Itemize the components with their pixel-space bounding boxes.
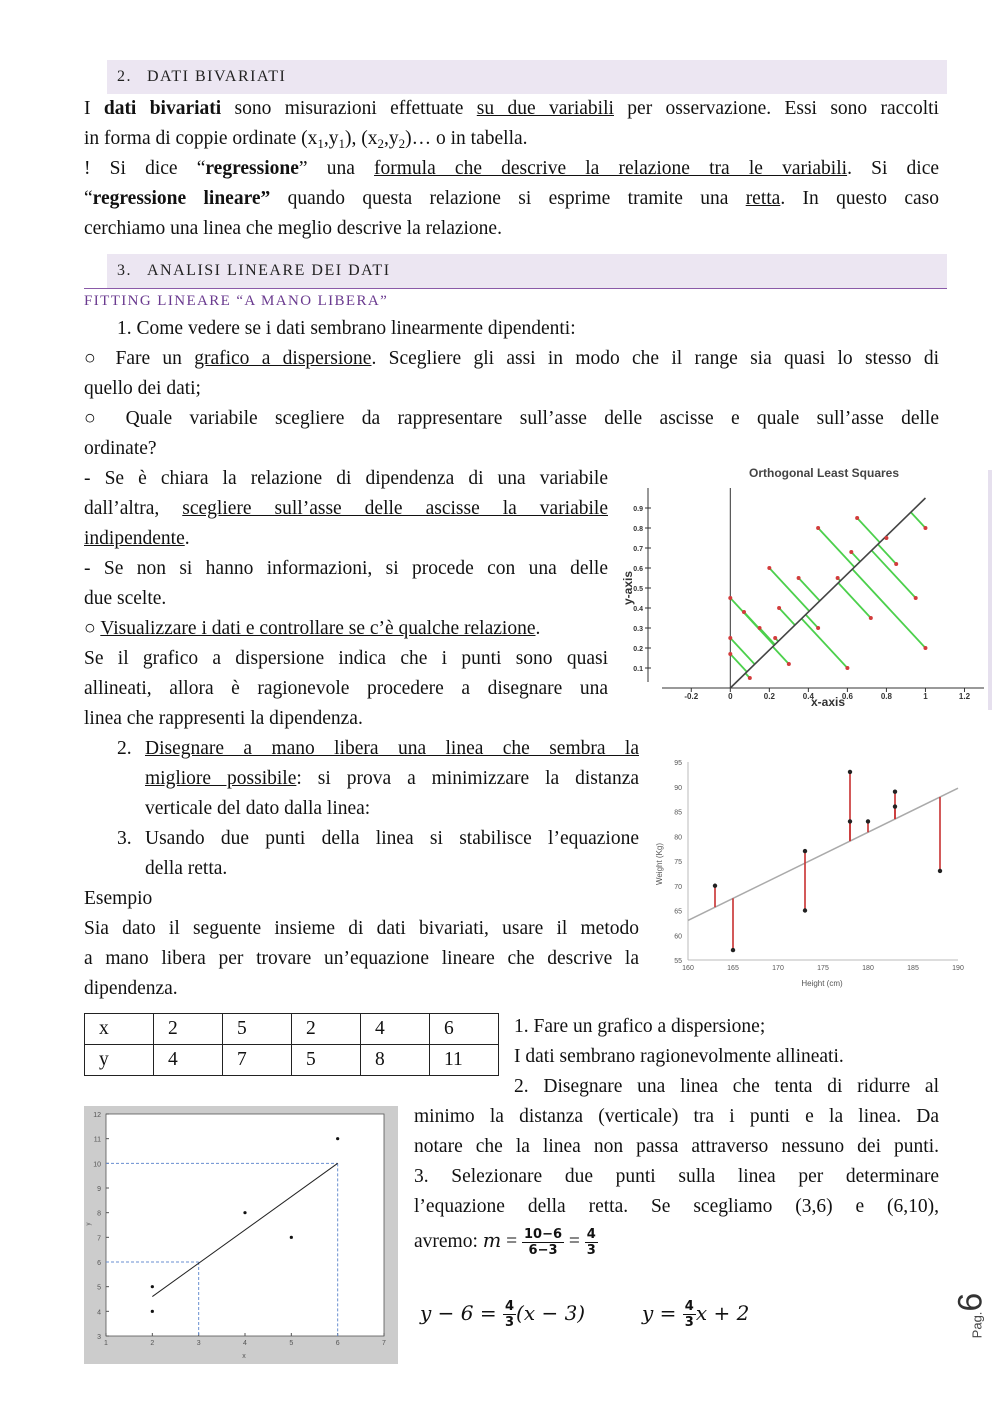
y-tick-label: 0.2: [633, 646, 643, 653]
underlined-text: retta: [745, 188, 781, 209]
list-item-3-line2: della retta.: [145, 858, 228, 879]
text: ○ Fare un: [84, 348, 195, 369]
chart-example-scatter: [84, 1106, 398, 1364]
fit-line: [688, 788, 958, 920]
dash-dependency-line3: [84, 524, 190, 554]
data-point: [797, 576, 801, 580]
y-axis-label: y: [86, 1222, 92, 1226]
data-point: [748, 676, 752, 680]
y-axis-label: y-axis: [621, 570, 635, 606]
example-heading: Esempio: [84, 888, 153, 909]
text: x + 2: [695, 1301, 750, 1325]
section-number: 2.: [117, 68, 132, 85]
text: ○: [84, 618, 101, 639]
section-3-header: [107, 254, 947, 288]
data-point: [923, 646, 927, 650]
data-point: [848, 770, 852, 774]
y-tick-label: 4: [97, 1309, 101, 1317]
data-point: [869, 616, 873, 620]
x-tick-label: 0.2: [763, 692, 775, 701]
y-tick-label: 0.9: [633, 506, 643, 513]
subscript: 2: [398, 136, 406, 151]
text: avremo:: [414, 1231, 478, 1252]
residual-segment: [769, 568, 809, 611]
page-number-value: 6: [951, 1292, 990, 1312]
bullet-visualize-line2: Se il grafico a dispersione indica che i punti sono quasi: [84, 648, 608, 669]
y-axis-label: Weight (Kg): [655, 842, 664, 886]
list-item-3-number: 3.: [117, 828, 132, 849]
table-cell: 11: [430, 1045, 499, 1076]
bold-term: regressione lineare”: [92, 188, 271, 209]
table-cell: 2: [292, 1014, 361, 1045]
residual-segment: [779, 608, 795, 625]
data-point: [849, 550, 853, 554]
fraction: [683, 1299, 696, 1330]
underlined-text: su due variabili: [476, 98, 614, 119]
numerator: 4: [586, 1227, 596, 1243]
text: dall’altra,: [84, 498, 183, 519]
underlined-text: migliore possibile: [145, 768, 297, 789]
numerator: 4: [504, 1299, 515, 1314]
list-item-2-number: 2.: [117, 738, 132, 759]
y-tick-label: 70: [674, 883, 682, 891]
denominator: 3: [684, 1315, 694, 1330]
text: (x − 3): [516, 1301, 586, 1325]
step-3-slope-formula: avremo: m = $\frac{10-6}{6-3}$ = $\frac{4}{3}$: [414, 1227, 596, 1259]
bullet-visualize-line1: [84, 614, 540, 644]
equation-slope-intercept: [642, 1298, 749, 1330]
y-tick-label: 5: [97, 1284, 101, 1292]
data-point: [894, 562, 898, 566]
data-point: [893, 790, 897, 794]
y-tick-label: 9: [97, 1186, 101, 1193]
equation-point-slope: [420, 1298, 585, 1330]
data-point: [866, 819, 870, 823]
bold-term: regressione: [205, 158, 299, 179]
text: . Scegliere gli assi in modo che il range sia quasi lo stesso di: [371, 348, 939, 369]
data-point: [923, 526, 927, 530]
page-number: [951, 1293, 990, 1339]
x-axis-label: x-axis: [810, 695, 846, 709]
step-3-line1: 3. Selezionare due punti sulla linea per determinare: [414, 1166, 939, 1187]
x-tick-label: 0.6: [841, 692, 853, 701]
x-tick-label: 3: [196, 1340, 201, 1347]
fit-line: [730, 498, 925, 688]
text: ), (x: [345, 128, 378, 149]
subsection-title: FITTING LINEARE “A MANO LIBERA”: [84, 293, 389, 309]
table-cell: 2: [154, 1014, 223, 1045]
y-tick-label: 11: [93, 1136, 101, 1144]
residual-segment: [730, 638, 754, 664]
bullet-visualize-line4: linea che rappresenti la dipendenza.: [84, 708, 363, 729]
margin-bar: [988, 470, 992, 710]
text: ! Si dice “: [84, 158, 206, 179]
text: ,y: [384, 128, 399, 149]
section-number: 3.: [117, 262, 132, 279]
step-1-line2: I dati sembrano ragionevolmente allineati.: [514, 1046, 844, 1067]
x-axis-label: x: [242, 1353, 246, 1360]
table-row: [85, 1014, 499, 1045]
y-tick-label: 10: [93, 1161, 101, 1169]
x-tick-label: 1: [104, 1340, 108, 1347]
text: in forma di coppie ordinate (x: [84, 128, 318, 149]
y-tick-label: 90: [674, 784, 682, 792]
data-point: [816, 526, 820, 530]
chart-height-weight: [650, 752, 970, 992]
data-point: [728, 636, 732, 640]
math-variable: m: [482, 1229, 502, 1252]
data-point: [773, 636, 777, 640]
text: : si prova a minimizzare la distanza: [296, 768, 639, 789]
chart-orthogonal-least-squares: [618, 460, 988, 710]
x-tick-label: 0.4: [802, 692, 814, 701]
text: . Si dice: [847, 158, 940, 179]
y-tick-label: 65: [674, 908, 682, 916]
bold-term: dati bivariati: [103, 98, 222, 119]
text: per osservazione. Essi sono raccolti: [613, 98, 939, 119]
step-2-line1: 2. Disegnare una linea che tenta di ridurre al: [514, 1076, 939, 1097]
data-point: [855, 516, 859, 520]
x-tick-label: 5: [289, 1340, 294, 1347]
x-tick-label: 165: [727, 965, 739, 972]
y-tick-label: 0.1: [633, 666, 643, 673]
y-tick-label: 7: [97, 1235, 101, 1243]
y-tick-label: 75: [674, 859, 682, 866]
x-tick-label: 4: [243, 1340, 247, 1347]
y-tick-label: 3: [97, 1334, 101, 1341]
text: “: [84, 188, 93, 209]
underlined-text: grafico a dispersione: [194, 348, 372, 369]
data-point: [848, 819, 852, 823]
residual-segment: [872, 550, 916, 598]
data-point: [803, 908, 807, 912]
x-tick-label: -0.2: [684, 692, 699, 701]
y-tick-label: 0.3: [633, 626, 643, 633]
section-title: DATI BIVARIATI: [147, 68, 287, 85]
paragraph-regression-line3: cerchiamo una linea che meglio descrive la relazione.: [84, 218, 502, 239]
page-label: Pag.: [969, 1311, 985, 1339]
plot-area: [106, 1114, 384, 1336]
x-tick-label: 7: [382, 1340, 386, 1347]
residual-segment: [802, 619, 848, 668]
residual-segment: [799, 578, 820, 601]
step-1-line1: 1. Fare un grafico a dispersione;: [514, 1016, 766, 1037]
y-tick-label: 12: [93, 1112, 101, 1119]
data-point: [914, 596, 918, 600]
data-point: [151, 1310, 154, 1313]
text: ” una: [298, 158, 375, 179]
table-cell: y: [85, 1045, 154, 1076]
table-cell: 5: [292, 1045, 361, 1076]
text: . In questo caso: [780, 188, 939, 209]
data-point: [290, 1236, 293, 1239]
example-text-line2: a mano libera per trovare un’equazione lineare che descrive la: [84, 948, 639, 969]
residual-segment: [760, 628, 775, 645]
fraction: [503, 1299, 516, 1330]
table-row: [85, 1045, 499, 1076]
numerator: 10−6: [524, 1227, 563, 1243]
data-point: [742, 610, 746, 614]
chart-title: Orthogonal Least Squares: [748, 466, 900, 480]
section-divider: [84, 288, 947, 289]
paragraph-bivariate-line1: [84, 94, 939, 124]
step-2-line2: minimo la distanza (verticale) tra i punti e la linea. Da: [414, 1106, 939, 1127]
step-2-line3: notare che la linea non passa attraverso nessuno dei punti.: [414, 1136, 939, 1157]
x-tick-label: 180: [862, 965, 874, 972]
data-point: [938, 869, 942, 873]
table-cell: 7: [223, 1045, 292, 1076]
y-tick-label: 95: [674, 760, 682, 767]
y-tick-label: 0.5: [633, 586, 643, 593]
subscript: 2: [377, 136, 385, 151]
y-tick-label: 55: [674, 958, 682, 965]
bullet-scatter-line1: [84, 344, 939, 374]
table-cell: 6: [430, 1014, 499, 1045]
list-item-1: 1. Come vedere se i dati sembrano linearmente dipendenti:: [117, 318, 576, 339]
y-tick-label: 0.8: [633, 526, 643, 533]
data-point: [777, 606, 781, 610]
data-point: [728, 652, 732, 656]
y-tick-label: 0.4: [633, 606, 643, 613]
data-point: [787, 662, 791, 666]
residual-segment: [857, 518, 880, 542]
subscript: 1: [317, 136, 324, 151]
underlined-text: Disegnare a mano libera una linea che sembra la: [145, 738, 639, 759]
x-tick-label: 2: [150, 1340, 155, 1347]
y-tick-label: 8: [97, 1210, 101, 1218]
x-tick-label: 160: [682, 965, 694, 972]
subscript: 1: [338, 136, 346, 151]
underlined-text: Visualizzare i dati e controllare se c’è qualche relazione: [100, 618, 536, 639]
x-tick-label: 6: [335, 1340, 340, 1347]
residual-segment: [852, 569, 925, 648]
fraction: [522, 1227, 564, 1258]
y-tick-label: 60: [674, 933, 682, 941]
data-point: [845, 666, 849, 670]
list-item-2-line3: verticale del dato dalla linea:: [145, 798, 371, 819]
x-tick-label: 175: [817, 965, 829, 972]
data-point: [816, 626, 820, 630]
y-tick-label: 80: [674, 834, 682, 842]
text: y − 6 =: [420, 1301, 497, 1325]
residual-segment: [838, 583, 871, 618]
text: .: [184, 528, 190, 549]
residual-segment: [773, 647, 789, 664]
bullet-axis-line1: ○ Quale variabile scegliere da rappresentare sull’asse delle ascisse e quale sull’asse delle: [84, 408, 939, 429]
dash-noinfo-line1: - Se non si hanno informazioni, si procede con una delle: [84, 558, 608, 579]
numerator: 4: [684, 1299, 694, 1314]
data-point: [151, 1285, 154, 1288]
underlined-text: scegliere sull’asse delle ascisse la variabile: [182, 498, 608, 519]
text: ,y: [323, 128, 339, 149]
underlined-text: formula che descrive la relazione tra le variabili: [374, 158, 848, 179]
table-cell: 5: [223, 1014, 292, 1045]
data-point: [767, 566, 771, 570]
dash-noinfo-line2: due scelte.: [84, 588, 167, 609]
text: I: [84, 98, 104, 119]
underlined-text: indipendente: [84, 528, 185, 549]
example-text-line3: dipendenza.: [84, 978, 178, 999]
section-title: ANALISI LINEARE DEI DATI: [147, 262, 391, 279]
y-tick-label: 0.7: [633, 546, 643, 553]
denominator: 6−3: [528, 1243, 558, 1259]
y-tick-label: 0.6: [633, 566, 643, 573]
data-point: [836, 576, 840, 580]
x-tick-label: 0.8: [880, 692, 892, 701]
x-tick-label: 190: [952, 965, 964, 972]
data-point: [243, 1211, 246, 1214]
list-item-3-line1: Usando due punti della linea si stabilisce l’equazione: [145, 828, 639, 849]
text: sono misurazioni effettuate: [221, 98, 477, 119]
x-tick-label: 170: [772, 965, 784, 972]
y-tick-label: 85: [674, 809, 682, 817]
data-point: [336, 1137, 339, 1140]
residual-segment: [818, 528, 854, 567]
denominator: 3: [504, 1315, 515, 1330]
data-point: [758, 626, 762, 630]
y-tick-label: 6: [97, 1260, 101, 1267]
data-point: [893, 804, 897, 808]
text: )… o in tabella.: [405, 128, 528, 149]
x-axis-label: Height (cm): [801, 979, 843, 988]
dash-dependency-line2: [84, 494, 608, 524]
example-text-line1: Sia dato il seguente insieme di dati bivariati, usare il metodo: [84, 918, 639, 939]
table-cell: 4: [361, 1014, 430, 1045]
data-point: [728, 596, 732, 600]
table-cell: x: [85, 1014, 154, 1045]
step-3-line2: l’equazione della retta. Se scegliamo (3,6) e (6,10),: [414, 1196, 939, 1217]
table-cell: 8: [361, 1045, 430, 1076]
data-point: [803, 849, 807, 853]
dash-dependency-line1: - Se è chiara la relazione di dipendenza di una variabile: [84, 468, 608, 489]
bullet-scatter-line2: quello dei dati;: [84, 378, 201, 399]
bullet-axis-line2: ordinate?: [84, 438, 157, 459]
x-tick-label: 0: [728, 692, 733, 701]
data-point: [713, 884, 717, 888]
data-point: [731, 948, 735, 952]
text: quando questa relazione si esprime tramite una: [270, 188, 746, 209]
residual-segment: [730, 654, 747, 672]
table-cell: 4: [154, 1045, 223, 1076]
bullet-visualize-line3: allineati, allora è ragionevole procedere a disegnare una: [84, 678, 608, 699]
list-item-2-line2: [145, 764, 639, 794]
list-item-2-line1: [145, 734, 639, 764]
x-tick-label: 1.2: [958, 692, 971, 701]
paragraph-bivariate-line2: [84, 124, 939, 155]
section-2-header: [107, 60, 947, 94]
paragraph-regression-line2: [84, 184, 939, 214]
paragraph-regression-line1: [84, 154, 939, 184]
data-table: [84, 1013, 499, 1076]
denominator: 3: [586, 1243, 596, 1259]
data-point: [884, 536, 888, 540]
fraction: [585, 1227, 598, 1258]
x-tick-label: 185: [907, 965, 919, 972]
text: y =: [642, 1301, 677, 1325]
text: .: [535, 618, 541, 639]
residual-segment: [911, 512, 926, 528]
x-tick-label: 1: [923, 692, 928, 701]
